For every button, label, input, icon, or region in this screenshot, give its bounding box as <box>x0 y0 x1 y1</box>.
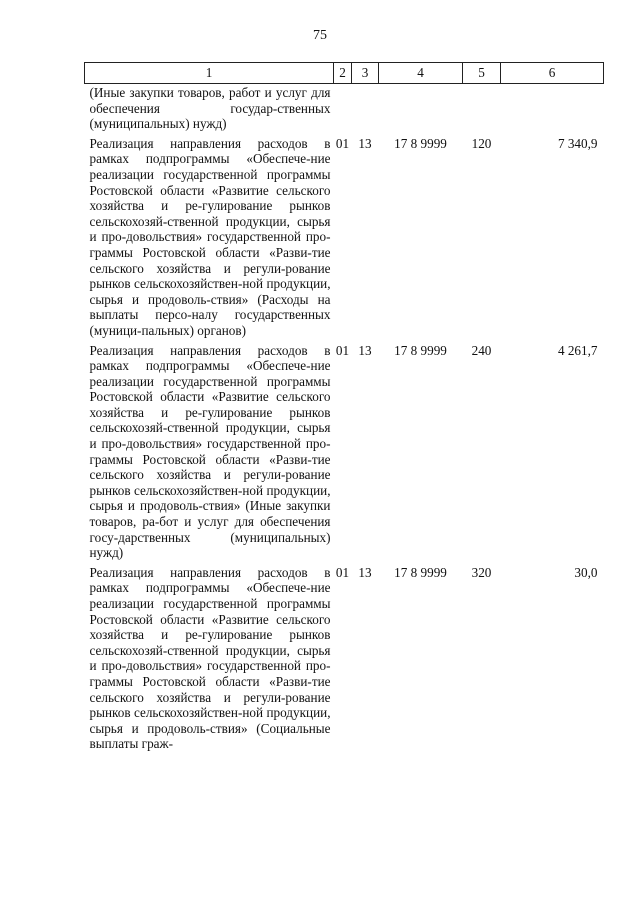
subsection-code <box>352 84 379 136</box>
section-code: 01 <box>335 342 350 358</box>
section-code <box>334 84 352 136</box>
expense-type-code: 240 <box>471 342 492 358</box>
column-header-2: 2 <box>334 63 352 84</box>
target-article-code: 17 8 9999 <box>394 135 447 151</box>
table-row <box>85 84 604 136</box>
column-header-5: 5 <box>463 63 501 84</box>
expense-name: Реализация направления расходов в рамках подпрограммы «Обеспече-ние реализации государственной программы Ростовской области «Развитие сельского хозяйства и ре-гулирование рынков сельскохозяй-ственной продукции, сырья и про-довольствия» государственной про-граммы Ростовской области «Разви-тие сельского хозяйства и регули-рование рынков сельскохозяйствен-ной продукции, сырья и продоволь-ствия» (Социальные выплаты граж- <box>89 564 331 752</box>
column-header-4: 4 <box>379 63 463 84</box>
amount <box>501 84 604 136</box>
column-number-header-row <box>85 63 604 84</box>
subsection-code: 13 <box>358 564 372 580</box>
target-article-code: 17 8 9999 <box>394 564 447 580</box>
target-article-code: 17 8 9999 <box>394 342 447 358</box>
target-article-code <box>379 84 463 136</box>
subsection-code: 13 <box>358 135 372 151</box>
expense-type-code <box>463 84 501 136</box>
table-row <box>85 136 604 343</box>
column-header-6: 6 <box>501 63 604 84</box>
expense-name: (Иные закупки товаров, работ и услуг для обеспечения государ-ственных (муниципальных) нужд) <box>89 85 331 132</box>
expense-name: Реализация направления расходов в рамках подпрограммы «Обеспече-ние реализации государственной программы Ростовской области «Развитие сельского хозяйства и ре-гулирование рынков сельскохозяй-ственной продукции, сырья и про-довольствия» государственной про-граммы Ростовской области «Разви-тие сельского хозяйства и регули-рование рынков сельскохозяйствен-ной продукции, сырья и продоволь-ствия» (Иные закупки товаров, ра-бот и услуг для обеспечения госу-дарственных (муниципальных) нужд) <box>89 342 331 561</box>
section-code: 01 <box>335 135 350 151</box>
subsection-code: 13 <box>358 342 372 358</box>
page-number: 75 <box>313 28 327 43</box>
table-row <box>85 343 604 565</box>
expense-type-code: 120 <box>471 135 492 151</box>
amount: 30,0 <box>574 564 598 580</box>
column-header-3: 3 <box>352 63 379 84</box>
expense-type-code: 320 <box>471 564 492 580</box>
section-code: 01 <box>335 564 350 580</box>
expense-name: Реализация направления расходов в рамках подпрограммы «Обеспече-ние реализации государственной программы Ростовской области «Развитие сельского хозяйства и ре-гулирование рынков сельскохозяй-ственной продукции, сырья и про-довольствия» государственной про-граммы Ростовской области «Разви-тие сельского хозяйства и регули-рование рынков сельскохозяйствен-ной продукции, сырья и продоволь-ствия» (Расходы на выплаты персо-налу государственных (муници-пальных) органов) <box>89 135 331 338</box>
table-row <box>85 565 604 756</box>
column-header-1: 1 <box>85 63 334 84</box>
budget-table <box>84 62 604 756</box>
amount: 4 261,7 <box>557 342 598 358</box>
amount: 7 340,9 <box>557 135 598 151</box>
